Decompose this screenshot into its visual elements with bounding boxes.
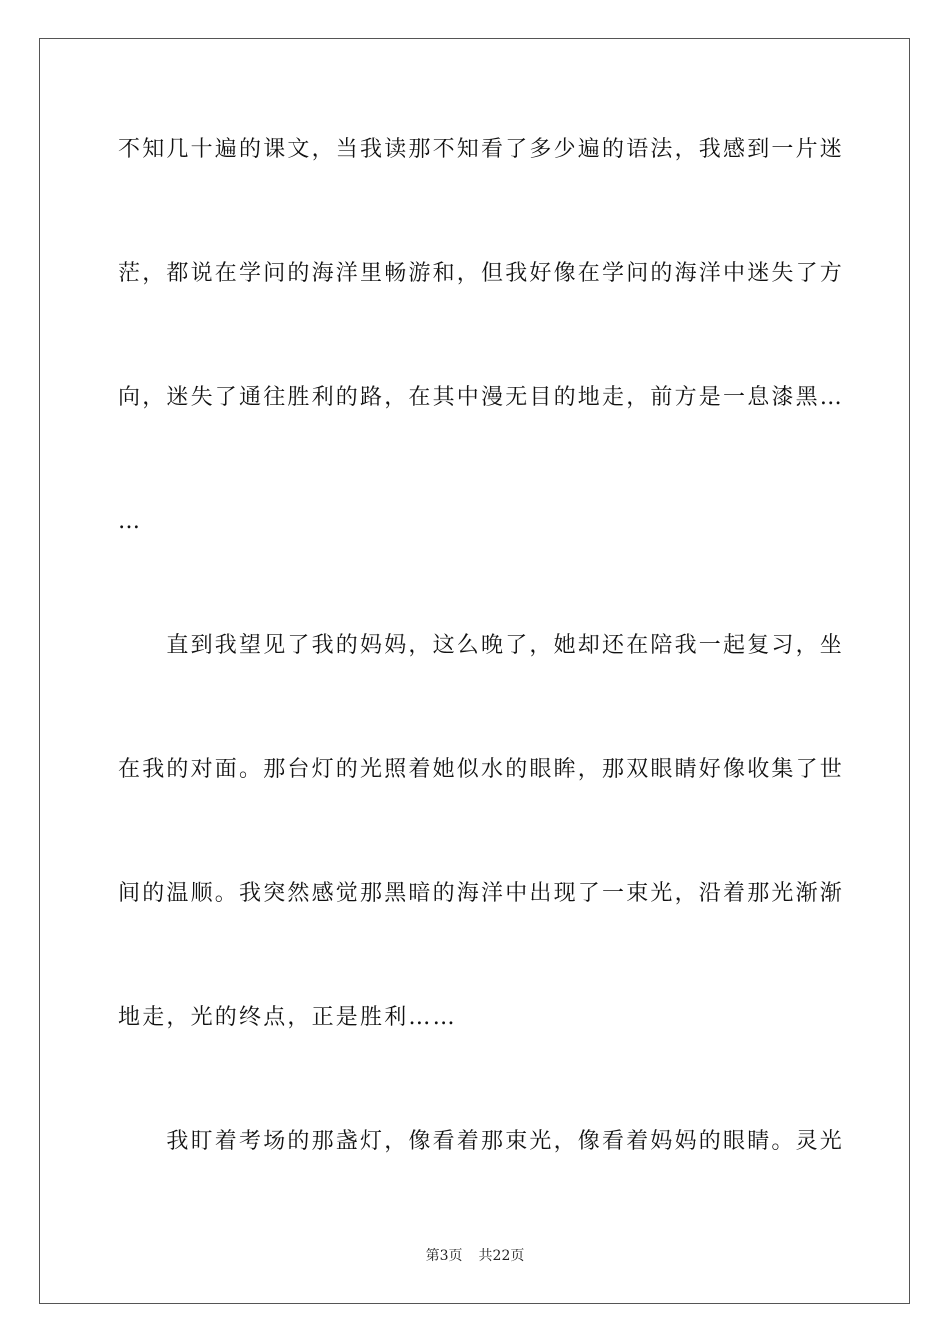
text-line-4: … xyxy=(118,509,143,534)
page-border xyxy=(39,38,910,1304)
text-line-9: 我盯着考场的那盏灯，像看着那束光，像看着妈妈的眼睛。灵光 xyxy=(118,1129,845,1154)
page-total: 共22页 xyxy=(478,1248,525,1264)
text-line-6: 在我的对面。那台灯的光照着她似水的眼眸，那双眼睛好像收集了世 xyxy=(118,757,845,782)
text-line-1: 不知几十遍的课文，当我读那不知看了多少遍的语法，我感到一片迷 xyxy=(118,137,845,162)
text-line-2: 茫，都说在学问的海洋里畅游和，但我好像在学问的海洋中迷失了方 xyxy=(118,261,845,286)
text-line-7: 间的温顺。我突然感觉那黑暗的海洋中出现了一束光，沿着那光渐渐 xyxy=(118,881,845,906)
text-line-8: 地走，光的终点，正是胜利…… xyxy=(118,1005,457,1030)
text-line-5: 直到我望见了我的妈妈，这么晚了，她却还在陪我一起复习，坐 xyxy=(118,633,845,658)
text-line-3: 向，迷失了通往胜利的路，在其中漫无目的地走，前方是一息漆黑… xyxy=(118,385,845,410)
page-footer xyxy=(0,1247,950,1265)
page-number: 第3页 xyxy=(425,1248,463,1264)
